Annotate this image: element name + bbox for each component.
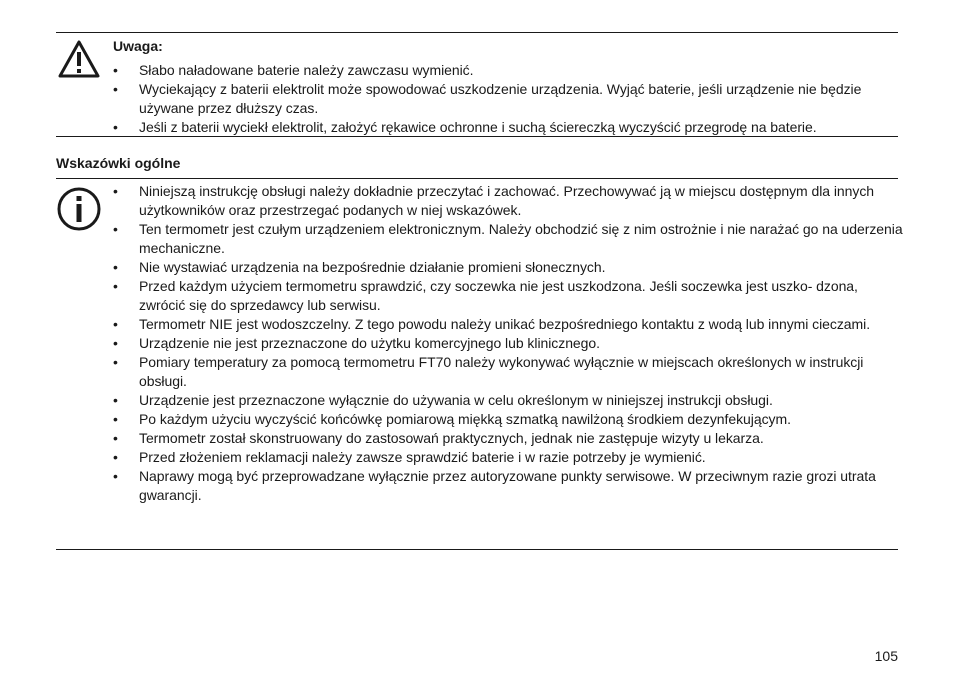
- list-item: • Wyciekający z baterii elektrolit może spowodować uszkodzenie urządzenia. Wyjąć baterie, jeśli urządzenie nie będzie używane przez dłuższy czas.: [113, 80, 903, 118]
- list-item: • Urządzenie jest przeznaczone wyłącznie do używania w celu określonym w niniejszej instrukcji obsługi.: [113, 391, 903, 410]
- list-item: • Jeśli z baterii wyciekł elektrolit, założyć rękawice ochronne i suchą ściereczką wyczyścić przegrodę na baterie.: [113, 118, 903, 137]
- list-item: • Pomiary temperatury za pomocą termometru FT70 należy wykonywać wyłącznie w miejscach określonych w instrukcji obsługi.: [113, 353, 903, 391]
- top-rule: [56, 32, 898, 33]
- warning-triangle-icon: [56, 38, 102, 84]
- bottom-rule: [56, 549, 898, 550]
- list-item: • Urządzenie nie jest przeznaczone do użytku komercyjnego lub klinicznego.: [113, 334, 903, 353]
- list-item: • Po każdym użyciu wyczyścić końcówkę pomiarową miękką szmatką nawilżoną środkiem dezynfekującym.: [113, 410, 903, 429]
- warning-bottom-rule: [56, 136, 898, 137]
- info-icon: [56, 186, 102, 232]
- list-item: • Przed każdym użyciem termometru sprawdzić, czy soczewka nie jest uszkodzona. Jeśli soczewka jest uszko- dzona, zwrócić się do sprzedawcy lub serwisu.: [113, 277, 903, 315]
- general-list: [113, 182, 903, 505]
- warning-list: [113, 61, 903, 137]
- general-top-rule: [56, 178, 898, 179]
- list-item: • Nie wystawiać urządzenia na bezpośrednie działanie promieni słonecznych.: [113, 258, 903, 277]
- list-item: • Przed złożeniem reklamacji należy zawsze sprawdzić baterie i w razie potrzeby je wymienić.: [113, 448, 903, 467]
- general-title: Wskazówki ogólne: [56, 155, 181, 171]
- warning-title: Uwaga:: [113, 38, 163, 54]
- list-item: • Ten termometr jest czułym urządzeniem elektronicznym. Należy obchodzić się z nim ostrożnie i nie narażać go na uderzenia mechaniczne.: [113, 220, 903, 258]
- list-item: • Niniejszą instrukcję obsługi należy dokładnie przeczytać i zachować. Przechowywać ją w miejscu dostępnym dla innych użytkowników oraz przestrzegać podanych w niej wskazówek.: [113, 182, 903, 220]
- list-item: • Słabo naładowane baterie należy zawczasu wymienić.: [113, 61, 903, 80]
- page-number: 105: [874, 648, 898, 664]
- list-item: • Termometr został skonstruowany do zastosowań praktycznych, jednak nie zastępuje wizyty u lekarza.: [113, 429, 903, 448]
- list-item: • Naprawy mogą być przeprowadzane wyłącznie przez autoryzowane punkty serwisowe. W przeciwnym razie grozi utrata gwarancji.: [113, 467, 903, 505]
- list-item: • Termometr NIE jest wodoszczelny. Z tego powodu należy unikać bezpośredniego kontaktu z wodą lub innymi cieczami.: [113, 315, 903, 334]
